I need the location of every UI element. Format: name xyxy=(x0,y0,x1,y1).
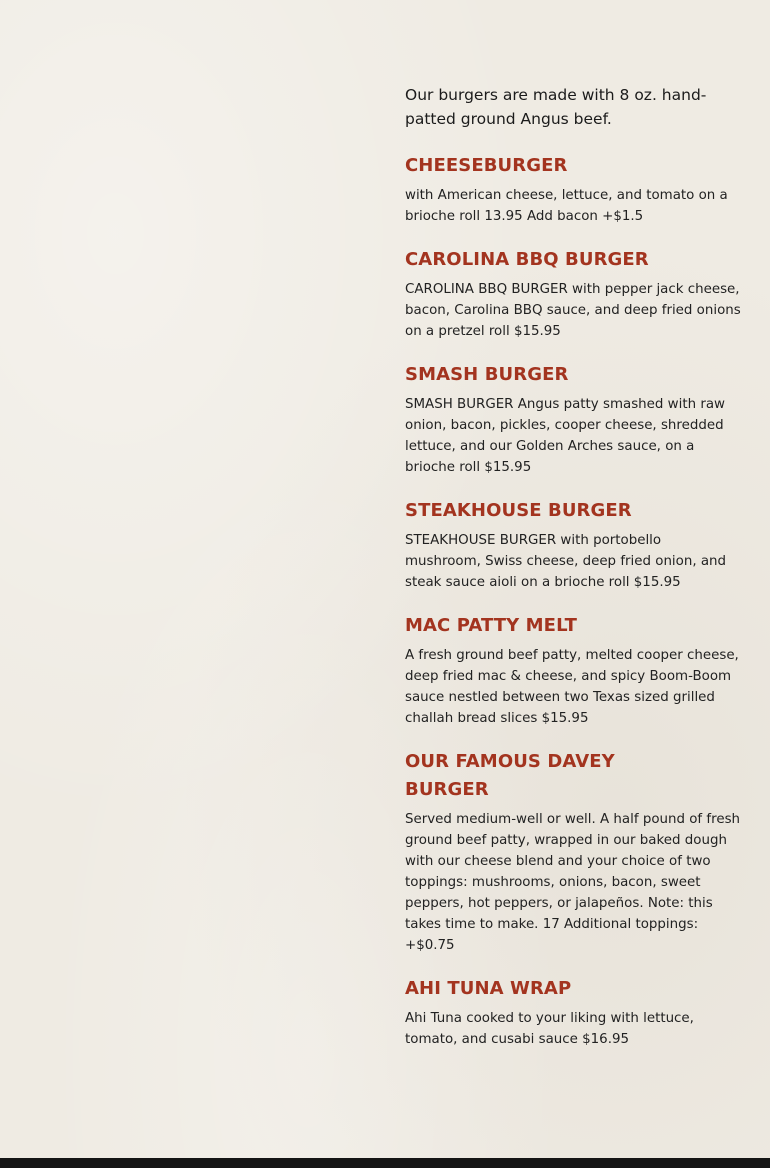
footer-bar xyxy=(0,1158,770,1168)
menu-item-carolina-bbq-burger xyxy=(405,246,741,342)
burger-menu-section xyxy=(405,83,741,1069)
menu-item-title: STEAKHOUSE BURGER xyxy=(405,500,632,521)
menu-item-description: A fresh ground beef patty, melted cooper cheese, deep fried mac & cheese, and spicy Boom-Boom sauce nestled between two Texas sized grilled challah bread slices $15.95 xyxy=(405,648,739,726)
menu-item-description: SMASH BURGER Angus patty smashed with raw onion, bacon, pickles, cooper cheese, shredded lettuce, and our Golden Arches sauce, on a brioche roll $15.95 xyxy=(405,397,725,475)
menu-item-mac-patty-melt xyxy=(405,612,741,729)
menu-item-description: Served medium-well or well. A half pound of fresh ground beef patty, wrapped in our baked dough with our cheese blend and your choice of two toppings: mushrooms, onions, bacon, sweet peppers, hot peppers, or jalapeños. Note: this takes time to make. 17 Additional toppings: +$0.75 xyxy=(405,812,741,953)
menu-item-title: AHI TUNA WRAP xyxy=(405,978,572,999)
menu-item-cheeseburger xyxy=(405,152,741,227)
menu-item-title: CHEESEBURGER xyxy=(405,155,568,176)
menu-item-title: SMASH BURGER xyxy=(405,364,569,385)
menu-item-ahi-tuna-wrap xyxy=(405,975,741,1050)
menu-item-title: OUR FAMOUS DAVEY BURGER xyxy=(405,751,615,800)
menu-item-steakhouse-burger xyxy=(405,497,741,593)
menu-item-title: CAROLINA BBQ BURGER xyxy=(405,249,649,270)
menu-item-description: CAROLINA BBQ BURGER with pepper jack cheese, bacon, Carolina BBQ sauce, and deep fried onions on a pretzel roll $15.95 xyxy=(405,282,741,339)
menu-intro: Our burgers are made with 8 oz. hand-patted ground Angus beef. xyxy=(405,86,707,128)
menu-item-description: Ahi Tuna cooked to your liking with lettuce, tomato, and cusabi sauce $16.95 xyxy=(405,1011,694,1047)
menu-item-davey-burger xyxy=(405,748,741,956)
menu-item-description: STEAKHOUSE BURGER with portobello mushroom, Swiss cheese, deep fried onion, and steak sauce aioli on a brioche roll $15.95 xyxy=(405,533,727,590)
menu-item-title: MAC PATTY MELT xyxy=(405,615,578,636)
menu-item-description: with American cheese, lettuce, and tomato on a brioche roll 13.95 Add bacon +$1.5 xyxy=(405,188,728,224)
menu-item-smash-burger xyxy=(405,361,741,478)
